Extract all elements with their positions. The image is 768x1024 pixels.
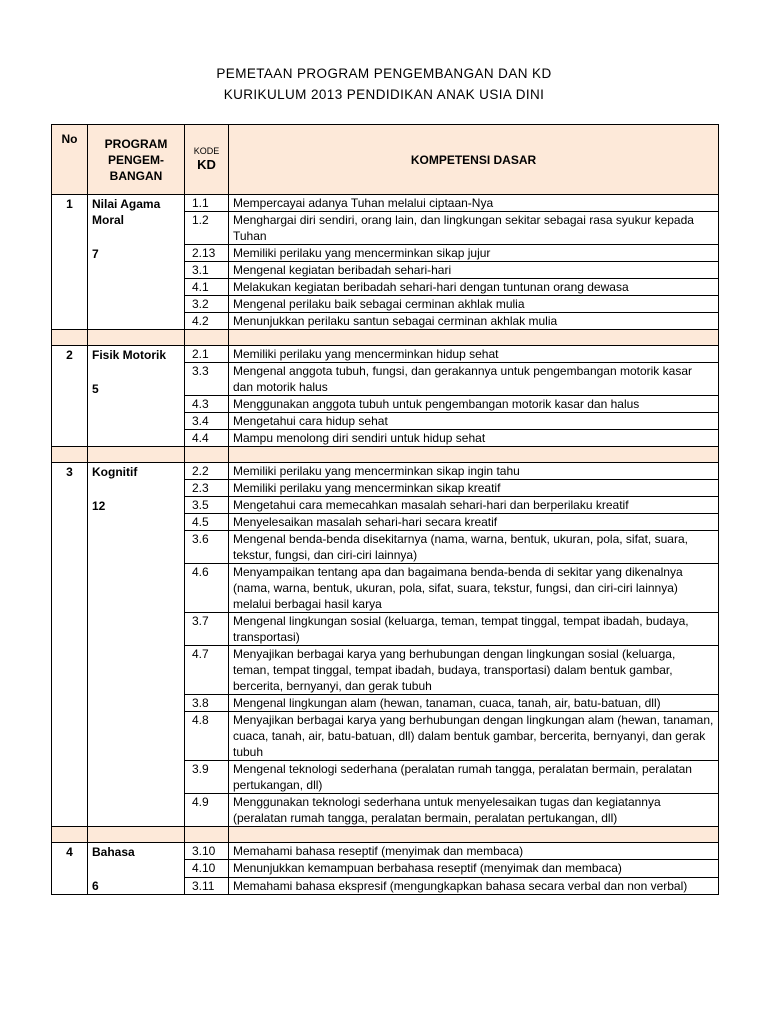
table-row (52, 195, 719, 212)
kd-code: 2.2 (185, 463, 229, 480)
separator-cell (185, 330, 229, 346)
program-kd-count: 5 (92, 382, 99, 396)
kd-code: 4.5 (185, 514, 229, 531)
table-row (52, 463, 719, 480)
kd-code: 4.9 (185, 794, 229, 827)
kd-description: Memiliki perilaku yang mencerminkan sikap kreatif (229, 480, 719, 497)
kd-code: 1.1 (185, 195, 229, 212)
separator-cell (88, 827, 185, 843)
table-header-row (52, 125, 719, 195)
kd-code: 3.7 (185, 613, 229, 646)
table-row (52, 843, 719, 860)
separator-row (52, 447, 719, 463)
group-number: 1 (52, 195, 88, 330)
kd-code: 3.1 (185, 262, 229, 279)
program-kd-count: 7 (92, 247, 99, 261)
kd-description: Menyajikan berbagai karya yang berhubungan dengan lingkungan sosial (keluarga, teman, tempat tinggal, tempat ibadah, budaya, transportasi) dalam bentuk gambar, bercerita, bernyanyi, dan gerak tubuh (229, 646, 719, 695)
kd-code: 4.7 (185, 646, 229, 695)
kd-description: Menggunakan anggota tubuh untuk pengembangan motorik kasar dan halus (229, 396, 719, 413)
separator-cell (229, 827, 719, 843)
program-cell (88, 346, 185, 447)
program-name: Kognitif (92, 465, 138, 479)
kd-description: Menyelesaikan masalah sehari-hari secara kreatif (229, 514, 719, 531)
program-name: Fisik Motorik (92, 348, 167, 362)
kd-description: Menyajikan berbagai karya yang berhubungan dengan lingkungan alam (hewan, tanaman, cuaca, tanah, air, batu-batuan, dll) dalam bentuk gambar, bercerita, bernyanyi, dan gerak tubuh (229, 712, 719, 761)
document-title-line2: KURIKULUM 2013 PENDIDIKAN ANAK USIA DINI (223, 87, 545, 102)
kd-code: 3.5 (185, 497, 229, 514)
kd-description: Mengenal lingkungan sosial (keluarga, teman, tempat tinggal, tempat ibadah, budaya, transportasi) (229, 613, 719, 646)
separator-cell (185, 827, 229, 843)
kd-code: 2.13 (185, 245, 229, 262)
table-row (52, 346, 719, 363)
program-name: Bahasa (92, 845, 135, 859)
document-title-line1: PEMETAAN PROGRAM PENGEMBANGAN DAN KD (216, 66, 552, 81)
group-number: 4 (52, 843, 88, 895)
kd-description: Memahami bahasa ekspresif (mengungkapkan bahasa secara verbal dan non verbal) (229, 877, 719, 894)
kd-description: Menghargai diri sendiri, orang lain, dan lingkungan sekitar sebagai rasa syukur kepada Tuhan (229, 212, 719, 245)
table-body (52, 195, 719, 895)
kd-description: Mempercayai adanya Tuhan melalui ciptaan-Nya (229, 195, 719, 212)
kd-code: 3.11 (185, 877, 229, 894)
kd-description: Mampu menolong diri sendiri untuk hidup sehat (229, 430, 719, 447)
kd-description: Mengenal perilaku baik sebagai cerminan akhlak mulia (229, 296, 719, 313)
separator-cell (88, 330, 185, 346)
kd-code: 3.8 (185, 695, 229, 712)
program-kd-count: 12 (92, 499, 106, 513)
kd-mapping-table (51, 124, 719, 895)
header-kode (185, 125, 229, 195)
kd-code: 4.3 (185, 396, 229, 413)
separator-row (52, 330, 719, 346)
separator-cell (52, 447, 88, 463)
kd-code: 3.9 (185, 761, 229, 794)
kd-description: Menunjukkan kemampuan berbahasa reseptif (menyimak dan membaca) (229, 860, 719, 877)
kd-description: Mengenal benda-benda disekitarnya (nama, warna, bentuk, ukuran, pola, sifat, suara, tekstur, fungsi, dan ciri-ciri lainnya) (229, 531, 719, 564)
kd-description: Mengetahui cara memecahkan masalah sehari-hari dan berperilaku kreatif (229, 497, 719, 514)
header-kode-big: KD (197, 157, 216, 172)
header-no: No (52, 125, 88, 195)
kd-code: 3.3 (185, 363, 229, 396)
kd-code: 3.4 (185, 413, 229, 430)
kd-code: 3.2 (185, 296, 229, 313)
group-number: 3 (52, 463, 88, 827)
kd-code: 3.6 (185, 531, 229, 564)
kd-description: Menunjukkan perilaku santun sebagai cerminan akhlak mulia (229, 313, 719, 330)
program-cell (88, 463, 185, 827)
header-kompetensi: KOMPETENSI DASAR (229, 125, 719, 195)
kd-code: 2.3 (185, 480, 229, 497)
separator-cell (185, 447, 229, 463)
separator-cell (229, 330, 719, 346)
header-program (88, 125, 185, 195)
kd-description: Menggunakan teknologi sederhana untuk menyelesaikan tugas dan kegiatannya (peralatan rumah tangga, peralatan bermain, peralatan pertukangan, dll) (229, 794, 719, 827)
kd-description: Melakukan kegiatan beribadah sehari-hari dengan tuntunan orang dewasa (229, 279, 719, 296)
header-program-line2: PENGEM- (107, 152, 164, 167)
group-number: 2 (52, 346, 88, 447)
header-program-line1: PROGRAM (104, 136, 168, 151)
program-kd-count: 6 (92, 879, 99, 893)
kd-description: Memiliki perilaku yang mencerminkan sikap ingin tahu (229, 463, 719, 480)
kd-description: Memiliki perilaku yang mencerminkan hidup sehat (229, 346, 719, 363)
separator-cell (52, 827, 88, 843)
program-name: Nilai Agama Moral (92, 197, 161, 227)
kd-code: 4.4 (185, 430, 229, 447)
kd-code: 4.1 (185, 279, 229, 296)
kd-description: Mengenal anggota tubuh, fungsi, dan gerakannya untuk pengembangan motorik kasar dan motorik halus (229, 363, 719, 396)
kd-code: 1.2 (185, 212, 229, 245)
kd-code: 4.10 (185, 860, 229, 877)
separator-cell (52, 330, 88, 346)
kd-code: 4.8 (185, 712, 229, 761)
kd-description: Mengetahui cara hidup sehat (229, 413, 719, 430)
separator-row (52, 827, 719, 843)
program-cell (88, 195, 185, 330)
kd-description: Memiliki perilaku yang mencerminkan sikap jujur (229, 245, 719, 262)
program-cell (88, 843, 185, 895)
header-program-line3: BANGAN (109, 168, 163, 183)
kd-description: Menyampaikan tentang apa dan bagaimana benda-benda di sekitar yang dikenalnya (nama, warna, bentuk, ukuran, pola, sifat, suara, tekstur, fungsi, dan ciri-ciri lainnya) melalui berbagai hasil karya (229, 564, 719, 613)
kd-description: Mengenal teknologi sederhana (peralatan rumah tangga, peralatan bermain, peralatan pertukangan, dll) (229, 761, 719, 794)
header-kode-small: KODE (193, 146, 220, 156)
kd-code: 4.2 (185, 313, 229, 330)
separator-cell (229, 447, 719, 463)
kd-code: 2.1 (185, 346, 229, 363)
separator-cell (88, 447, 185, 463)
kd-code: 3.10 (185, 843, 229, 860)
kd-description: Mengenal kegiatan beribadah sehari-hari (229, 262, 719, 279)
kd-code: 4.6 (185, 564, 229, 613)
kd-description: Mengenal lingkungan alam (hewan, tanaman, cuaca, tanah, air, batu-batuan, dll) (229, 695, 719, 712)
kd-description: Memahami bahasa reseptif (menyimak dan membaca) (229, 843, 719, 860)
